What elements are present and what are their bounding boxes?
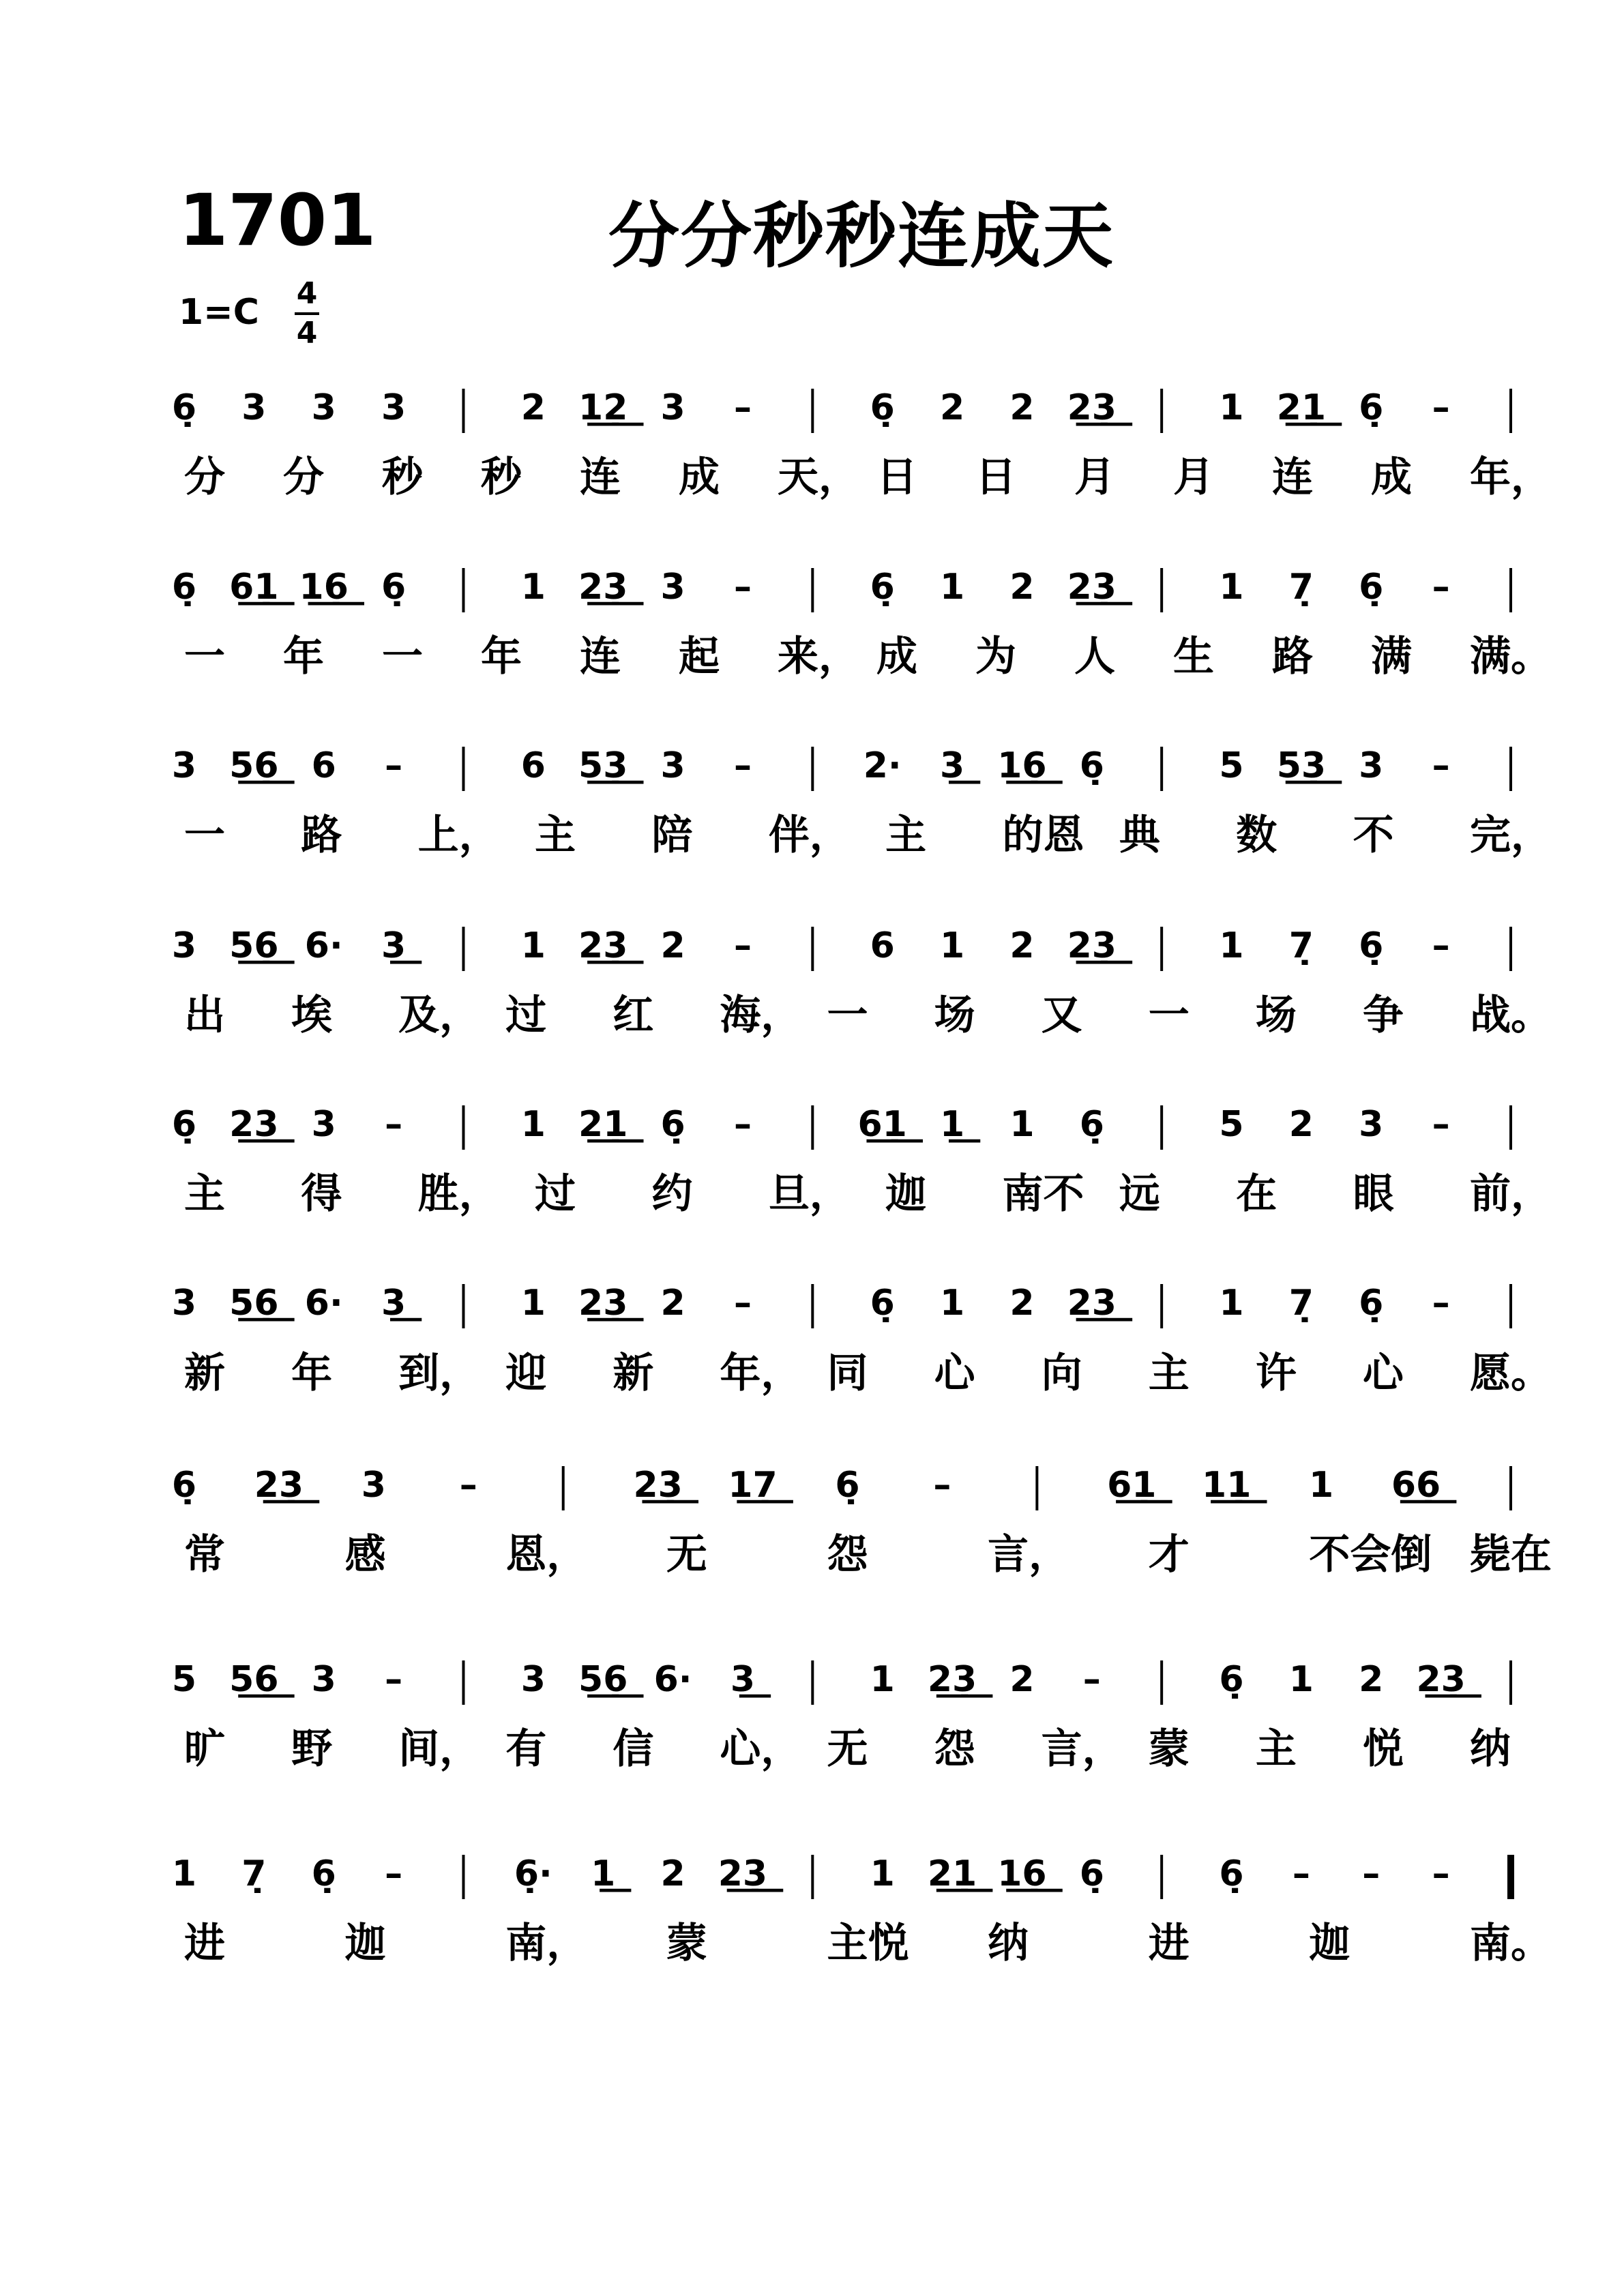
lyric-syllable: 在: [1236, 1170, 1278, 1218]
note-token: 6·: [304, 1283, 343, 1324]
lyric-syllable: 分: [184, 453, 225, 501]
lyric-syllable: 信: [612, 1725, 654, 1773]
note-token: 6͟1͟: [229, 567, 279, 608]
lyric-syllable: 主: [1255, 1725, 1297, 1773]
note-token: 2: [1288, 1104, 1314, 1145]
note-token: –: [733, 1104, 752, 1145]
lyric-syllable: 秒: [382, 453, 423, 501]
note-token: 7̣: [1288, 567, 1314, 608]
note-token: 2͟3͟: [1067, 1283, 1117, 1324]
lyric-syllable: 满: [1371, 633, 1412, 681]
note-token: 2: [1009, 1283, 1035, 1324]
lyric-syllable: 南不: [1002, 1170, 1084, 1218]
note-token: 3: [311, 1104, 336, 1145]
note-token: –: [1292, 1853, 1310, 1894]
lyric-syllable: 纳: [1470, 1725, 1511, 1773]
lyric-syllable: 过: [505, 992, 547, 1039]
note-token: 7̣: [1288, 925, 1314, 966]
lyric-syllable: 愿。: [1470, 1350, 1552, 1397]
lyric-syllable: 才: [1148, 1531, 1190, 1579]
lyric-syllable: 怨: [934, 1725, 975, 1773]
note-token: 1͟: [591, 1853, 616, 1894]
note-token: 1: [939, 925, 965, 966]
system-3: [172, 745, 1552, 859]
note-token: 7̣: [241, 1853, 267, 1894]
lyric-syllable: 主: [885, 811, 927, 859]
note-token: 5͟6͟: [229, 1659, 279, 1700]
note-token: 2͟3͟: [1067, 567, 1117, 608]
lyric-syllable: 迦: [1309, 1920, 1350, 1967]
note-token: 2͟3͟: [1416, 1659, 1466, 1700]
note-token: 3: [381, 387, 407, 428]
song-number: 1701: [179, 179, 377, 262]
note-token: –: [1432, 1283, 1450, 1324]
lyric-syllable: 纳: [988, 1920, 1029, 1967]
note-token: 1: [939, 567, 965, 608]
note-token: 5͟6͟: [229, 925, 279, 966]
lyric-syllable: 一: [382, 633, 423, 681]
note-token: 6·: [653, 1659, 692, 1700]
note-token: 2: [660, 1283, 685, 1324]
lyric-syllable: 怨: [827, 1531, 868, 1579]
note-token: –: [733, 745, 752, 786]
lyric-syllable: 主悦: [827, 1920, 909, 1967]
lyric-syllable: 蒙: [666, 1920, 707, 1967]
note-token: 5: [1219, 745, 1244, 786]
lyric-syllable: 出: [184, 992, 225, 1039]
note-token: 6̣·: [514, 1853, 552, 1894]
lyric-syllable: 毙在: [1470, 1531, 1552, 1579]
note-token: –: [733, 387, 752, 428]
lyric-syllable: 数: [1236, 811, 1278, 859]
note-token: 1: [171, 1853, 197, 1894]
note-token: 2: [1009, 567, 1035, 608]
lyric-syllable: 月: [1173, 453, 1214, 501]
note-token: 1: [1219, 1283, 1244, 1324]
note-token: 6: [520, 745, 546, 786]
lyric-syllable: 为: [975, 633, 1016, 681]
lyric-syllable: 一: [827, 992, 868, 1039]
note-token: 2·: [863, 745, 902, 786]
note-token: 5: [171, 1659, 197, 1700]
note-token: 2͟3͟: [229, 1104, 279, 1145]
lyric-syllable: 成: [1371, 453, 1412, 501]
lyric-syllable: 常: [184, 1531, 225, 1579]
lyric-syllable: 野: [291, 1725, 333, 1773]
lyric-syllable: 月: [1074, 453, 1115, 501]
note-token: 1͟: [939, 1104, 965, 1145]
lyric-syllable: 年: [481, 633, 522, 681]
lyric-syllable: 旷: [184, 1725, 225, 1773]
lyric-syllable: 一: [1148, 992, 1190, 1039]
note-token: 6̣: [1079, 1104, 1104, 1145]
lyric-syllable: 及，: [398, 992, 481, 1039]
lyric-syllable: 主: [184, 1170, 225, 1218]
lyric-syllable: 场: [1255, 992, 1297, 1039]
note-token: 3: [361, 1465, 386, 1506]
lyric-syllable: 的恩: [1002, 811, 1084, 859]
note-token: –: [733, 925, 752, 966]
note-token: 1: [1009, 1104, 1035, 1145]
note-token: 2͟3͟: [578, 567, 628, 608]
system-6: [172, 1283, 1552, 1397]
note-token: 2: [939, 387, 965, 428]
lyric-syllable: 路: [1272, 633, 1313, 681]
note-token: 2͟1͟: [578, 1104, 628, 1145]
note-token: –: [1432, 567, 1450, 608]
lyric-syllable: 到，: [398, 1350, 481, 1397]
note-token: 3͟: [939, 745, 965, 786]
note-token: –: [1432, 925, 1450, 966]
lyric-syllable: 连: [580, 633, 621, 681]
lyric-syllable: 迦: [885, 1170, 927, 1218]
note-token: 6̣: [1359, 387, 1384, 428]
note-token: 6̣: [870, 567, 895, 608]
note-token: 2͟3͟: [718, 1853, 768, 1894]
lyric-syllable: 满。: [1470, 633, 1552, 681]
note-token: 6·: [304, 925, 343, 966]
note-token: 6̣: [1079, 745, 1104, 786]
note-token: 2͟1͟: [927, 1853, 977, 1894]
note-token: 5͟6͟: [578, 1659, 628, 1700]
note-token: 3: [311, 387, 336, 428]
lyric-syllable: 新: [612, 1350, 654, 1397]
lyric-syllable: 言，: [1041, 1725, 1123, 1773]
lyric-syllable: 迦: [344, 1920, 386, 1967]
note-token: –: [1082, 1659, 1101, 1700]
note-token: –: [385, 1853, 403, 1894]
note-token: 2͟3͟: [578, 1283, 628, 1324]
lyric-syllable: 争: [1362, 992, 1404, 1039]
lyric-syllable: 海，: [720, 992, 802, 1039]
note-token: 6̣: [171, 387, 197, 428]
note-token: 2͟3͟: [1067, 925, 1117, 966]
note-token: 1͟6͟: [299, 567, 349, 608]
lyric-syllable: 天，: [778, 453, 859, 501]
lyric-syllable: 许: [1255, 1350, 1297, 1397]
note-token: –: [733, 1283, 752, 1324]
lyric-syllable: 又: [1041, 992, 1082, 1039]
note-token: 1͟1͟: [1202, 1465, 1252, 1506]
note-token: –: [459, 1465, 477, 1506]
note-token: –: [733, 567, 752, 608]
time-signature-denominator: 4: [296, 316, 318, 351]
note-token: 2͟3͟: [1067, 387, 1117, 428]
lyric-syllable: 场: [934, 992, 975, 1039]
lyric-syllable: 不: [1353, 811, 1394, 859]
lyric-syllable: 年: [291, 1350, 333, 1397]
note-token: 6̣: [870, 1283, 895, 1324]
lyric-syllable: 生: [1173, 633, 1214, 681]
note-token: 6̣: [311, 1853, 336, 1894]
note-token: 2͟3͟: [927, 1659, 977, 1700]
lyric-syllable: 约: [651, 1170, 693, 1218]
lyric-syllable: 心，: [720, 1725, 802, 1773]
lyric-syllable: 旦，: [768, 1170, 851, 1218]
lyric-syllable: 过: [535, 1170, 576, 1218]
note-token: 1: [1288, 1659, 1314, 1700]
lyric-syllable: 连: [1272, 453, 1313, 501]
note-token: 3: [1359, 745, 1384, 786]
note-token: 1: [1219, 387, 1244, 428]
note-token: 1͟2͟: [578, 387, 628, 428]
lyric-syllable: 向: [1041, 1350, 1082, 1397]
note-token: 6: [870, 925, 895, 966]
note-token: –: [1432, 1104, 1450, 1145]
lyric-syllable: 感: [344, 1531, 386, 1579]
note-token: 3: [171, 1283, 197, 1324]
note-token: 2: [1359, 1659, 1384, 1700]
note-token: 3: [520, 1659, 546, 1700]
lyric-syllable: 心: [934, 1350, 975, 1397]
system-1: [172, 387, 1552, 501]
note-token: 5͟3͟: [1276, 745, 1327, 786]
note-token: 6̣: [660, 1104, 685, 1145]
lyric-syllable: 不会倒: [1309, 1531, 1432, 1579]
lyric-syllable: 埃: [291, 992, 333, 1039]
note-token: 3: [660, 567, 685, 608]
lyric-syllable: 无: [666, 1531, 707, 1579]
lyric-syllable: 连: [580, 453, 621, 501]
note-token: 1: [520, 925, 546, 966]
lyric-syllable: 一: [184, 811, 225, 859]
note-token: 1: [520, 567, 546, 608]
note-token: 6̣: [1079, 1853, 1104, 1894]
lyric-syllable: 秒: [481, 453, 522, 501]
note-token: –: [385, 745, 403, 786]
lyric-syllable: 主: [535, 811, 576, 859]
lyric-syllable: 日: [975, 453, 1016, 501]
note-token: 6̣: [835, 1465, 860, 1506]
note-token: 3: [241, 387, 267, 428]
lyric-syllable: 年，: [720, 1350, 802, 1397]
note-token: 2: [520, 387, 546, 428]
lyric-syllable: 路: [301, 811, 342, 859]
lyric-syllable: 恩，: [505, 1531, 588, 1579]
lyric-syllable: 伴，: [768, 811, 851, 859]
lyric-syllable: 眼: [1353, 1170, 1394, 1218]
lyric-syllable: 战。: [1470, 992, 1552, 1039]
system-4: [172, 925, 1552, 1039]
lyric-syllable: 言，: [988, 1531, 1070, 1579]
system-9: [172, 1853, 1552, 1967]
lyric-syllable: 成: [876, 633, 917, 681]
note-token: 6̣: [171, 1465, 197, 1506]
time-signature-numerator: 4: [296, 276, 318, 311]
note-token: 1͟7͟: [728, 1465, 778, 1506]
note-token: 6͟1͟: [1107, 1465, 1157, 1506]
lyric-syllable: 一: [184, 633, 225, 681]
lyric-syllable: 起: [679, 633, 720, 681]
lyric-syllable: 典: [1119, 811, 1160, 859]
lyric-syllable: 进: [184, 1920, 225, 1967]
lyric-syllable: 陪: [651, 811, 693, 859]
note-token: 1: [520, 1104, 546, 1145]
note-token: 5͟6͟: [229, 1283, 279, 1324]
note-token: 3͟: [381, 925, 407, 966]
lyric-syllable: 得: [301, 1170, 342, 1218]
note-token: 2: [1009, 925, 1035, 966]
note-token: 3: [660, 387, 685, 428]
song-title: 分分秒秒连成天: [608, 194, 1115, 278]
note-token: 3: [660, 745, 685, 786]
lyric-syllable: 成: [679, 453, 720, 501]
lyric-syllable: 心: [1362, 1350, 1404, 1397]
lyric-syllable: 年，: [1470, 453, 1552, 501]
lyric-syllable: 南。: [1470, 1920, 1552, 1967]
note-token: 6̣: [171, 1104, 197, 1145]
lyric-syllable: 无: [827, 1725, 868, 1773]
note-token: 1: [939, 1283, 965, 1324]
note-token: 2͟1͟: [1276, 387, 1327, 428]
note-token: 6̣: [1359, 1283, 1384, 1324]
note-token: 3: [171, 925, 197, 966]
note-token: 6̣: [1359, 925, 1384, 966]
note-token: 1: [870, 1853, 895, 1894]
note-token: 2: [1009, 387, 1035, 428]
note-token: 6̣: [1219, 1853, 1244, 1894]
system-8: [172, 1659, 1511, 1773]
lyric-syllable: 年: [283, 633, 324, 681]
note-token: 1: [1219, 925, 1244, 966]
lyric-syllable: 进: [1148, 1920, 1190, 1967]
note-token: 1: [1219, 567, 1244, 608]
note-token: 6̣: [1359, 567, 1384, 608]
note-token: 5͟3͟: [578, 745, 628, 786]
note-token: 1: [520, 1283, 546, 1324]
note-token: 6: [311, 745, 336, 786]
lyric-syllable: 人: [1074, 633, 1115, 681]
note-token: –: [1432, 1853, 1450, 1894]
note-token: 6̣: [171, 567, 197, 608]
note-token: 2͟3͟: [254, 1465, 304, 1506]
lyric-syllable: 悦: [1362, 1725, 1404, 1773]
lyric-syllable: 有: [505, 1725, 547, 1773]
lyric-syllable: 前，: [1470, 1170, 1552, 1218]
lyric-syllable: 分: [283, 453, 324, 501]
note-token: 1͟6͟: [997, 745, 1047, 786]
lyric-syllable: 日: [876, 453, 917, 501]
lyric-syllable: 主: [1148, 1350, 1190, 1397]
lyric-syllable: 迎: [505, 1350, 547, 1397]
note-token: 6̣: [1219, 1659, 1244, 1700]
lyric-syllable: 同: [827, 1350, 868, 1397]
note-token: –: [1362, 1853, 1381, 1894]
note-token: 2͟3͟: [633, 1465, 683, 1506]
note-token: 6͟1͟: [857, 1104, 907, 1145]
key-signature: 1=C: [179, 292, 259, 333]
system-5: [172, 1104, 1552, 1218]
note-token: 3͟: [730, 1659, 756, 1700]
lyric-syllable: 新: [184, 1350, 225, 1397]
note-token: 1͟6͟: [997, 1853, 1047, 1894]
note-token: 3: [1359, 1104, 1384, 1145]
lyric-syllable: 蒙: [1148, 1725, 1190, 1773]
lyric-syllable: 胜，: [417, 1170, 500, 1218]
lyric-syllable: 上，: [417, 811, 500, 859]
lyric-syllable: 来，: [778, 633, 859, 681]
system-2: [172, 567, 1552, 681]
note-token: –: [385, 1104, 403, 1145]
note-token: 3: [171, 745, 197, 786]
lyric-syllable: 红: [612, 992, 654, 1039]
note-token: 6͟6͟: [1391, 1465, 1441, 1506]
note-token: 2͟3͟: [578, 925, 628, 966]
note-token: –: [1432, 745, 1450, 786]
note-token: 5: [1219, 1104, 1244, 1145]
lyric-syllable: 南，: [505, 1920, 588, 1967]
note-token: 3: [311, 1659, 336, 1700]
note-token: 6̣: [381, 567, 407, 608]
lyric-syllable: 间，: [398, 1725, 481, 1773]
note-token: 2: [660, 1853, 685, 1894]
note-token: –: [933, 1465, 951, 1506]
note-token: 7̣: [1288, 1283, 1314, 1324]
note-token: –: [1432, 387, 1450, 428]
note-token: 5͟6͟: [229, 745, 279, 786]
note-token: 2: [660, 925, 685, 966]
system-7: [172, 1465, 1552, 1579]
note-token: 3͟: [381, 1283, 407, 1324]
note-token: 1: [870, 1659, 895, 1700]
lyric-syllable: 完，: [1470, 811, 1552, 859]
note-token: 6̣: [870, 387, 895, 428]
note-token: 1: [1309, 1465, 1334, 1506]
note-token: 2: [1009, 1659, 1035, 1700]
lyric-syllable: 远: [1119, 1170, 1160, 1218]
note-token: –: [385, 1659, 403, 1700]
